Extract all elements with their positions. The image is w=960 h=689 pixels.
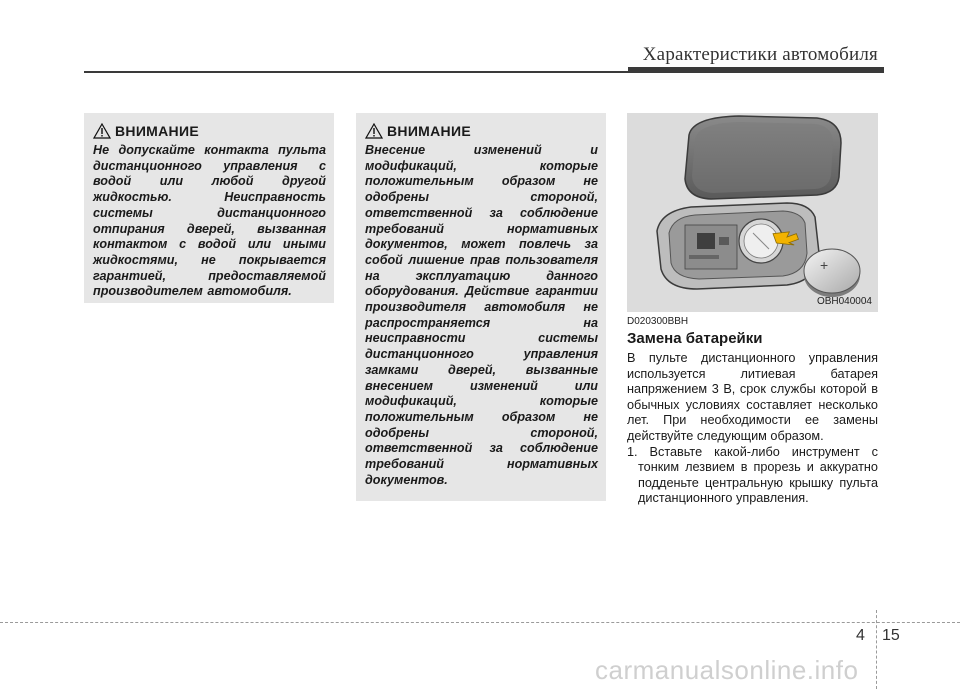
section-code: D020300BBH [627,316,689,327]
section-body [627,351,878,507]
battery-cell-icon [804,249,860,297]
page-header-title: Характеристики автомобиля [642,44,878,65]
warning-title: ВНИМАНИЕ [115,123,199,139]
watermark: carmanualsonline.info [595,655,859,685]
header-rule-accent [628,67,884,72]
warning-box-middle [356,113,606,501]
chapter-number: 4 [856,627,865,644]
figure-caption: OBH040004 [816,296,872,307]
warning-title: ВНИМАНИЕ [387,123,471,139]
warning-text: Внесение изменений и модификаций, которые положительным образом не одобрены стороной, ответственной за соблюдение требований нормативных документов, может повлечь за собой лишение прав пользователя на эксплуатацию данного оборудования. Действие гарантии производителя автомобиля не распространяется на неисправности системы дистанционного управления замками дверей, вызванные внесением изменений или модификаций, которые положительным образом не одобрены стороной, ответственной за соблюдение требований нормативных документов. [365,143,598,487]
warning-text: Не допускайте контакта пульта дистанционного управления с водой или любой другой жидкостью. Неисправность системы дистанционного отпирания дверей, вызванная контактом с водой или иными жидкостями, не покрывается гарантией, предоставляемой производителем автомобиля. [93,143,326,299]
section-title: Замена батарейки [627,330,763,347]
section-paragraph: В пульте дистанционного управления используется литиевая батарея напряжением 3 В, срок службы которой в обычных условиях составляет несколько лет. При необходимости ее замены действуйте следующим образом. [627,351,878,443]
instruction-step: 1. Вставьте какой-либо инструмент с тонким лезвием в прорезь и аккуратно подденьте центральную крышку пульта дистанционного управления. [627,444,878,506]
warning-header [93,121,326,141]
page-number: 15 [882,627,900,644]
page-number-separator [876,610,878,689]
warning-triangle-icon [365,123,383,139]
warning-header [365,121,598,141]
warning-box-left [84,113,334,303]
warning-triangle-icon [93,123,111,139]
footer-divider [0,622,960,623]
key-fob-figure [627,113,878,312]
key-fob-illustration [627,113,878,312]
svg-text:+: + [820,257,829,273]
